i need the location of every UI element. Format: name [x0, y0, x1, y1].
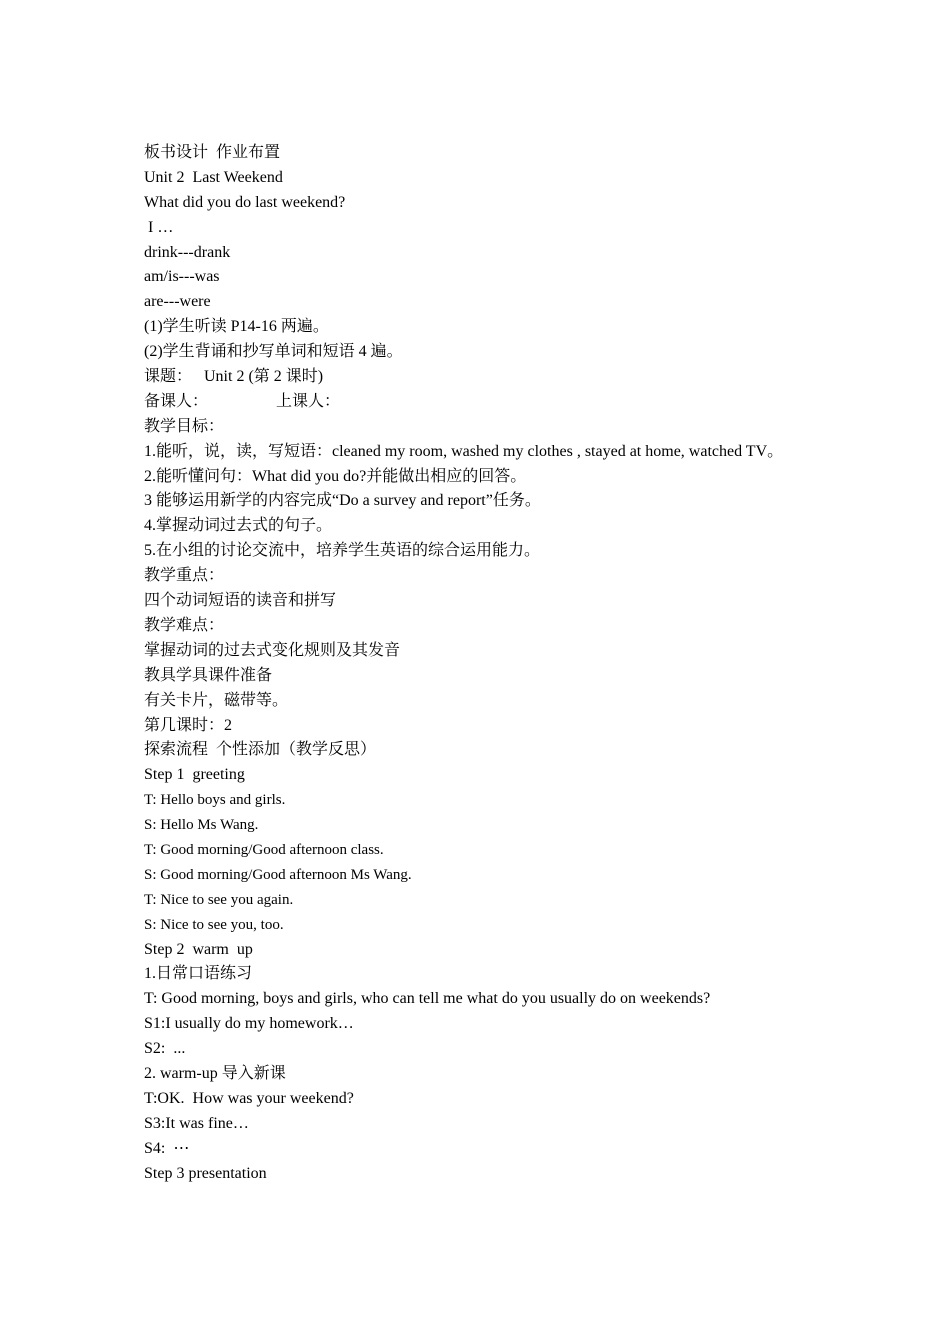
- section-heading-key-points: 教学重点：: [144, 567, 225, 585]
- text-line: I …: [144, 218, 174, 236]
- objective-item: 1.能听，说，读，写短语：cleaned my room, washed my clothes , stayed at home, watched TV。: [144, 442, 784, 460]
- text-line: What did you do last weekend?: [144, 193, 346, 211]
- objective-item: 2.能听懂问句：What did you do?并能做出相应的回答。: [144, 467, 527, 485]
- dialogue-line: S2: ...: [144, 1040, 186, 1058]
- homework-item: (1)学生听读 P14-16 两遍。: [144, 318, 329, 336]
- step-heading: Step 1 greeting: [144, 766, 245, 784]
- dialogue-line: S: Hello Ms Wang.: [144, 817, 259, 834]
- dialogue-line: T: Nice to see you again.: [144, 891, 294, 908]
- text-line: drink---drank: [144, 243, 231, 261]
- dialogue-line: T: Good morning/Good afternoon class.: [144, 841, 384, 858]
- dialogue-line: S4: ⋯: [144, 1139, 190, 1157]
- section-heading-difficulties: 教学难点：: [144, 616, 225, 634]
- text-line: 1.日常口语练习: [144, 965, 253, 983]
- unit-title: Unit 2 Last Weekend: [144, 168, 283, 186]
- objective-item: 3 能够运用新学的内容完成“Do a survey and report”任务。: [144, 492, 541, 510]
- text-line: 四个动词短语的读音和拼写: [144, 592, 337, 610]
- preparer-teacher-line: 备课人： 上课人：: [144, 392, 341, 410]
- step-heading: Step 2 warm up: [144, 940, 253, 958]
- section-heading-procedure: 探索流程 个性添加（教学反思）: [144, 741, 377, 759]
- dialogue-line: T:OK. How was your weekend?: [144, 1089, 354, 1107]
- dialogue-line: T: Good morning, boys and girls, who can tell me what do you usually do on weekends?: [144, 990, 711, 1008]
- lesson-topic: 课题： Unit 2 (第 2 课时): [144, 368, 324, 386]
- dialogue-line: S1:I usually do my homework…: [144, 1015, 354, 1033]
- text-line: am/is---was: [144, 268, 220, 286]
- section-heading-objectives: 教学目标：: [144, 417, 225, 435]
- homework-item: (2)学生背诵和抄写单词和短语 4 遍。: [144, 343, 403, 361]
- dialogue-line: T: Hello boys and girls.: [144, 792, 286, 809]
- step-heading: Step 3 presentation: [144, 1164, 267, 1182]
- text-line: are---were: [144, 293, 211, 311]
- lesson-number: 第几课时：2: [144, 716, 233, 734]
- document-page: [144, 141, 814, 1186]
- dialogue-line: S: Good morning/Good afternoon Ms Wang.: [144, 866, 412, 883]
- text-line: 掌握动词的过去式变化规则及其发音: [144, 641, 401, 659]
- heading-blackboard-homework: 板书设计 作业布置: [144, 144, 281, 161]
- text-line: 2. warm-up 导入新课: [144, 1064, 286, 1082]
- section-heading-materials: 教具学具课件准备: [144, 666, 273, 684]
- objective-item: 5.在小组的讨论交流中，培养学生英语的综合运用能力。: [144, 542, 541, 560]
- dialogue-line: S3:It was fine…: [144, 1114, 249, 1132]
- text-line: 有关卡片，磁带等。: [144, 691, 289, 709]
- objective-item: 4.掌握动词过去式的句子。: [144, 517, 333, 535]
- dialogue-line: S: Nice to see you, too.: [144, 916, 284, 933]
